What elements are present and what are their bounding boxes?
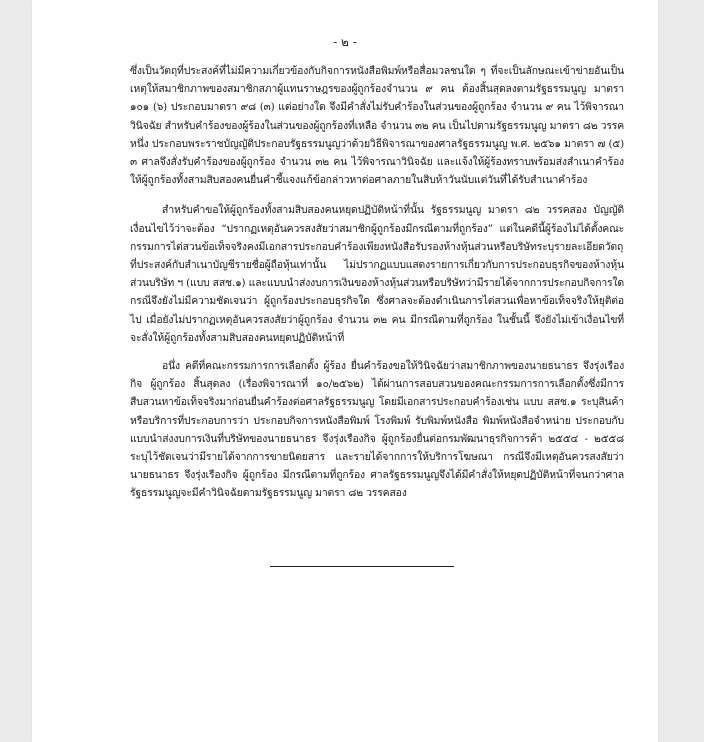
paragraph-1: ซึ่งเป็นวัตถุที่ประสงค์ที่ไม่มีความเกี่ยวข้องกับกิจการหนังสือพิมพ์หรือสื่อมวลชนใด ๆ ที่จะเป็นลักษณะเข้าข่ายอันเป็นเหตุให้สมาชิกภาพของสมาชิกสภาผู้แทนราษฎรของผู้ถูกร้องจำนวน ๙ คน ต้องสิ้นสุดลงตามรัฐธรรมนูญ มาตรา ๑๐๑ (๖) ประกอบมาตรา ๙๘ (๓) แต่อย่างใด จึงมีคำสั่งไม่รับคำร้องในส่วนของผู้ถูกร้อง จำนวน ๙ คน ไว้พิจารณาวินิจฉัย สำหรับคำร้องของผู้ร้องในส่วนของผู้ถูกร้องที่เหลือ จำนวน ๓๒ คน เป็นไปตามรัฐธรรมนูญ มาตรา ๘๒ วรรคหนึ่ง ประกอบพระราชบัญญัติประกอบรัฐธรรมนูญว่าด้วยวิธีพิจารณาของศาลรัฐธรรมนูญ พ.ศ. ๒๕๖๑ มาตรา ๗ (๕) ๓ ศาลจึงสั่งรับคำร้องของผู้ถูกร้อง จำนวน ๓๒ คน ไว้พิจารณาวินิจฉัย และแจ้งให้ผู้ร้องทราบพร้อมส่งสำเนาคำร้องให้ผู้ถูกร้องทั้งสามสิบสองคนยื่นคำชี้แจงแก้ข้อกล่าวหาต่อศาลภายในสิบห้าวันนับแต่วันที่ได้รับสำเนาคำร้อง: [130, 65, 624, 187]
paragraph-2: สำหรับคำขอให้ผู้ถูกร้องทั้งสามสิบสองคนหยุดปฏิบัติหน้าที่นั้น รัฐธรรมนูญ มาตรา ๘๒ วรรคสอง บัญญัติเงื่อนไขไว้ว่าจะต้อง “ปรากฏเหตุอันควรสงสัยว่าสมาชิกผู้ถูกร้องมีกรณีตามที่ถูกร้อง” แต่ในคดีนี้ผู้ร้องไม่ได้ตั้งคณะกรรมการไต่สวนข้อเท็จจริงคงมีเอกสารประกอบคำร้องเพียงหนังสือรับรองห้างหุ้นส่วนหรือบริษัทระบุรายละเอียดวัตถุที่ประสงค์กับสำเนาบัญชีรายชื่อผู้ถือหุ้นเท่านั้น ไม่ปรากฏแบบแสดงรายการเกี่ยวกับการประกอบธุรกิจของห้างหุ้นส่วนบริษัท ฯ (แบบ สสช.๑) และแบบนำส่งงบการเงินของห้างหุ้นส่วนหรือบริษัทว่ามีรายได้จากการประกอบกิจการใด กรณีจึงยังไม่มีความชัดเจนว่า ผู้ถูกร้องประกอบธุรกิจใด ซึ่งศาลจะต้องดำเนินการไต่สวนเพื่อหาข้อเท็จจริงให้ยุติต่อไป เมื่อยังไม่ปรากฏเหตุอันควรสงสัยว่าผู้ถูกร้อง จำนวน ๓๒ คน มีกรณีตามที่ถูกร้อง ในชั้นนี้ จึงยังไม่เข้าเงื่อนไขที่จะสั่งให้ผู้ถูกร้องทั้งสามสิบสองคนหยุดปฏิบัติหน้าที่: [130, 204, 624, 344]
paragraph-3: อนึ่ง คดีที่คณะกรรมการการเลือกตั้ง ผู้ร้อง ยื่นคำร้องขอให้วินิจฉัยว่าสมาชิกภาพของนายธนาธร จึงรุ่งเรืองกิจ ผู้ถูกร้อง สิ้นสุดลง (เรื่องพิจารณาที่ ๑๐/๒๕๖๒) ได้ผ่านการสอบสวนของคณะกรรมการการเลือกตั้งซึ่งมีการสืบสวนหาข้อเท็จจริงมาก่อนยื่นคำร้องต่อศาลรัฐธรรมนูญ โดยมีเอกสารประกอบคำร้องเช่น แบบ สสช.๑ ระบุสินค้าหรือบริการที่ประกอบการว่า ประกอบกิจการหนังสือพิมพ์ โรงพิมพ์ รับพิมพ์หนังสือ พิมพ์หนังสือจำหน่าย ประกอบกับแบบนำส่งงบการเงินที่บริษัทของนายธนาธร จึงรุ่งเรืองกิจ ผู้ถูกร้องยื่นต่อกรมพัฒนาธุรกิจการค้า ๒๕๕๔ - ๒๕๕๘ ระบุไว้ชัดเจนว่ามีรายได้จากการขายนิตยสาร และรายได้จากการให้บริการโฆษณา กรณีจึงมีเหตุอันควรสงสัยว่า นายธนาธร จึงรุ่งเรืองกิจ ผู้ถูกร้อง มีกรณีตามที่ถูกร้อง ศาลรัฐธรรมนูญจึงได้มีคำสั่งให้หยุดปฏิบัติหน้าที่จนกว่าศาลรัฐธรรมนูญจะมีคำวินิจฉัยตามรัฐธรรมนูญ มาตรา ๘๒ วรรคสอง: [130, 360, 624, 500]
closing-divider: [270, 566, 454, 567]
document-body: [130, 62, 624, 513]
page-number: - ๒ -: [333, 35, 357, 49]
document-page: [32, 0, 658, 742]
